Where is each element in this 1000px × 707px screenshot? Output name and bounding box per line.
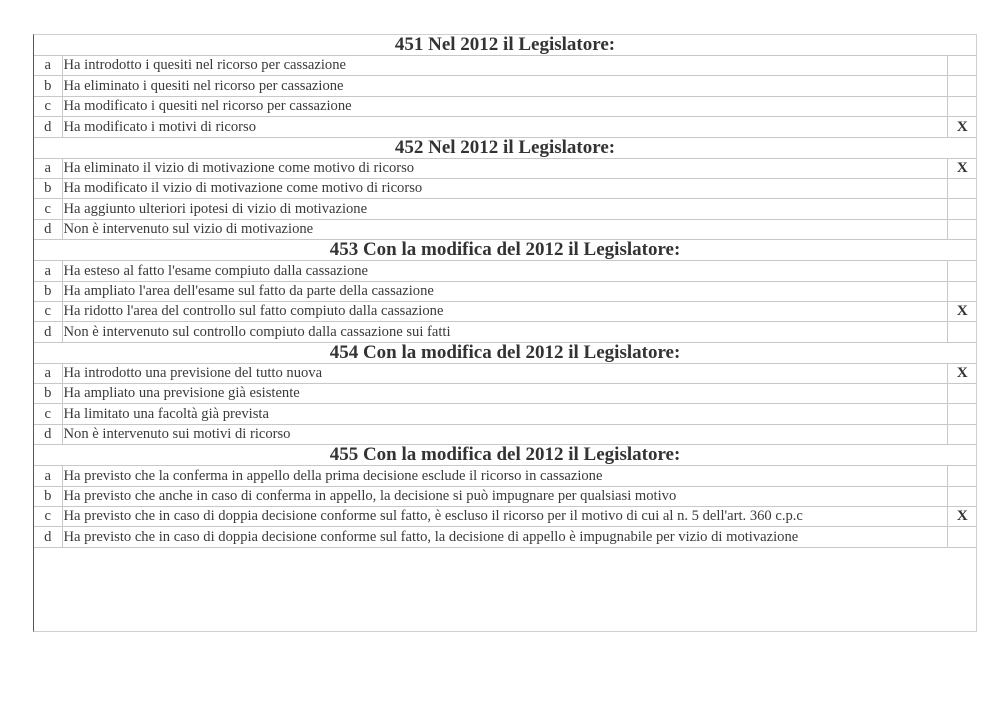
answer-letter: d <box>34 219 62 239</box>
question-title: 455 Con la modifica del 2012 il Legislatore: <box>34 445 976 466</box>
answer-row <box>34 117 976 137</box>
answer-row <box>34 322 976 342</box>
answer-letter: c <box>34 301 62 321</box>
answer-text: Non è intervenuto sui motivi di ricorso <box>62 424 948 444</box>
question-title: 452 Nel 2012 il Legislatore: <box>34 137 976 158</box>
answer-letter: b <box>34 76 62 96</box>
answer-letter: d <box>34 527 62 547</box>
answer-text: Ha previsto che la conferma in appello della prima decisione esclude il ricorso in cassazione <box>62 466 948 486</box>
answer-row <box>34 466 976 486</box>
answer-text: Ha introdotto i quesiti nel ricorso per cassazione <box>62 56 948 76</box>
correct-answer-mark <box>948 466 976 486</box>
correct-answer-mark <box>948 384 976 404</box>
quiz-table <box>34 35 976 548</box>
correct-answer-mark <box>948 404 976 424</box>
answer-letter: c <box>34 404 62 424</box>
correct-answer-mark <box>948 261 976 281</box>
correct-answer-mark: X <box>948 158 976 178</box>
answer-row <box>34 507 976 527</box>
answer-text: Ha previsto che in caso di doppia decisione conforme sul fatto, la decisione di appello è impugnabile per vizio di motivazione <box>62 527 948 547</box>
question-title-row <box>34 137 976 158</box>
question-title: 451 Nel 2012 il Legislatore: <box>34 35 976 56</box>
correct-answer-mark: X <box>948 507 976 527</box>
answer-text: Ha eliminato il vizio di motivazione come motivo di ricorso <box>62 158 948 178</box>
answer-letter: c <box>34 507 62 527</box>
answer-letter: a <box>34 261 62 281</box>
correct-answer-mark <box>948 281 976 301</box>
correct-answer-mark <box>948 527 976 547</box>
answer-letter: b <box>34 178 62 198</box>
quiz-table-body <box>34 35 976 547</box>
correct-answer-mark: X <box>948 363 976 383</box>
correct-answer-mark <box>948 76 976 96</box>
answer-letter: d <box>34 117 62 137</box>
answer-text: Ha modificato i motivi di ricorso <box>62 117 948 137</box>
answer-text: Ha introdotto una previsione del tutto nuova <box>62 363 948 383</box>
answer-row <box>34 486 976 506</box>
answer-row <box>34 96 976 116</box>
answer-letter: b <box>34 384 62 404</box>
answer-row <box>34 384 976 404</box>
answer-letter: b <box>34 486 62 506</box>
question-title: 454 Con la modifica del 2012 il Legislatore: <box>34 342 976 363</box>
question-title: 453 Con la modifica del 2012 il Legislatore: <box>34 240 976 261</box>
answer-row <box>34 261 976 281</box>
answer-letter: a <box>34 363 62 383</box>
correct-answer-mark <box>948 178 976 198</box>
answer-row <box>34 158 976 178</box>
question-title-row <box>34 445 976 466</box>
correct-answer-mark <box>948 96 976 116</box>
answer-letter: d <box>34 322 62 342</box>
answer-row <box>34 178 976 198</box>
question-title-row <box>34 240 976 261</box>
question-title-row <box>34 35 976 56</box>
answer-text: Ha modificato il vizio di motivazione come motivo di ricorso <box>62 178 948 198</box>
answer-text: Ha aggiunto ulteriori ipotesi di vizio di motivazione <box>62 199 948 219</box>
correct-answer-mark <box>948 219 976 239</box>
answer-letter: b <box>34 281 62 301</box>
answer-text: Ha ampliato l'area dell'esame sul fatto da parte della cassazione <box>62 281 948 301</box>
answer-row <box>34 301 976 321</box>
answer-text: Ha ampliato una previsione già esistente <box>62 384 948 404</box>
answer-row <box>34 219 976 239</box>
answer-text: Ha esteso al fatto l'esame compiuto dalla cassazione <box>62 261 948 281</box>
question-title-row <box>34 342 976 363</box>
answer-text: Ha limitato una facoltà già prevista <box>62 404 948 424</box>
answer-letter: a <box>34 466 62 486</box>
answer-text: Ha ridotto l'area del controllo sul fatto compiuto dalla cassazione <box>62 301 948 321</box>
answer-row <box>34 56 976 76</box>
answer-row <box>34 363 976 383</box>
answer-row <box>34 199 976 219</box>
answer-row <box>34 404 976 424</box>
answer-text: Non è intervenuto sul vizio di motivazione <box>62 219 948 239</box>
answer-text: Ha previsto che anche in caso di conferma in appello, la decisione si può impugnare per qualsiasi motivo <box>62 486 948 506</box>
quiz-sheet <box>33 34 977 632</box>
answer-letter: a <box>34 158 62 178</box>
correct-answer-mark <box>948 322 976 342</box>
answer-text: Ha modificato i quesiti nel ricorso per cassazione <box>62 96 948 116</box>
correct-answer-mark <box>948 56 976 76</box>
answer-row <box>34 76 976 96</box>
answer-letter: c <box>34 96 62 116</box>
correct-answer-mark <box>948 486 976 506</box>
answer-row <box>34 527 976 547</box>
answer-text: Ha previsto che in caso di doppia decisione conforme sul fatto, è escluso il ricorso per il motivo di cui al n. 5 dell'art. 360 c.p.c <box>62 507 948 527</box>
answer-row <box>34 424 976 444</box>
correct-answer-mark <box>948 199 976 219</box>
correct-answer-mark <box>948 424 976 444</box>
answer-letter: c <box>34 199 62 219</box>
answer-text: Ha eliminato i quesiti nel ricorso per cassazione <box>62 76 948 96</box>
answer-letter: d <box>34 424 62 444</box>
correct-answer-mark: X <box>948 301 976 321</box>
correct-answer-mark: X <box>948 117 976 137</box>
answer-text: Non è intervenuto sul controllo compiuto dalla cassazione sui fatti <box>62 322 948 342</box>
answer-letter: a <box>34 56 62 76</box>
answer-row <box>34 281 976 301</box>
